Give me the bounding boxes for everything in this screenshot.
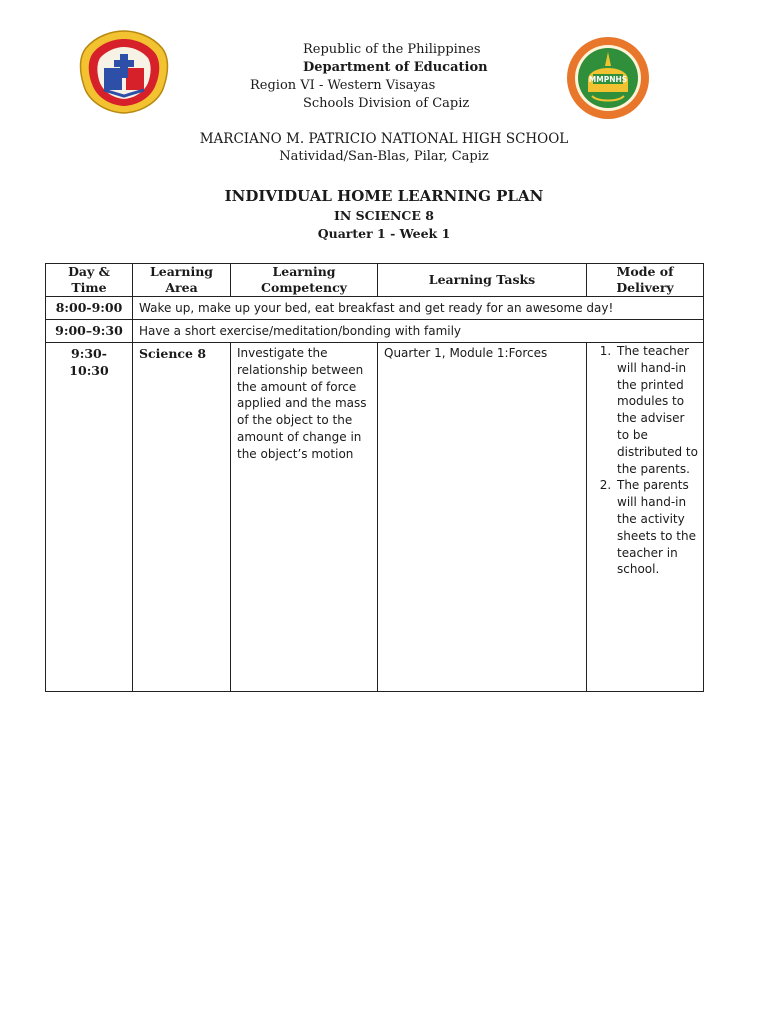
row-time: 8:00-9:00: [46, 297, 133, 320]
division-line: Schools Division of Capiz: [303, 96, 470, 111]
delivery-step: 1. The teacher will hand-in the printed modules to the adviser to be distributed to the parents.: [615, 343, 699, 477]
header-day-time: Day & Time: [46, 264, 133, 297]
plan-quarter: Quarter 1 - Week 1: [317, 226, 451, 241]
row-activity: Wake up, make up your bed, eat breakfast and get ready for an awesome day!: [133, 297, 704, 320]
header-learning-tasks: Learning Tasks: [378, 264, 587, 297]
deped-capiz-seal-icon: [78, 28, 170, 116]
plan-title: INDIVIDUAL HOME LEARNING PLAN: [224, 187, 544, 205]
header-mode-of-delivery: Mode of Delivery: [587, 264, 704, 297]
region-line: Region VI - Western Visayas: [250, 78, 436, 93]
delivery-step: 2. The parents will hand-in the activity sheets to the teacher in school.: [615, 477, 699, 578]
row-learning-area: Science 8: [133, 343, 231, 692]
row-delivery: [587, 343, 704, 692]
department-line: Department of Education: [303, 60, 488, 75]
table-row: [46, 297, 704, 320]
learning-plan-table: [45, 263, 704, 692]
table-row: [46, 320, 704, 343]
row-activity: Have a short exercise/meditation/bonding with family: [133, 320, 704, 343]
school-name: MARCIANO M. PATRICIO NATIONAL HIGH SCHOOL: [199, 131, 569, 147]
mmpnhs-logo-text: MMPNHS: [588, 75, 628, 84]
table-header-row: [46, 264, 704, 297]
school-address: Natividad/San-Blas, Pilar, Capiz: [279, 149, 489, 164]
header-learning-area: Learning Area: [133, 264, 231, 297]
plan-subject: IN SCIENCE 8: [334, 208, 434, 223]
table-row: [46, 343, 704, 692]
republic-line: Republic of the Philippines: [303, 42, 481, 57]
header-learning-competency: Learning Competency: [231, 264, 378, 297]
delivery-steps: [589, 343, 699, 578]
row-competency: Investigate the relationship between the amount of force applied and the mass of the object to the amount of change in the object’s motion: [231, 343, 378, 692]
row-task: Quarter 1, Module 1:Forces: [378, 343, 587, 692]
row-time: 9:30-10:30: [46, 343, 133, 692]
mmpnhs-seal-icon: [566, 36, 650, 120]
row-time: 9:00–9:30: [46, 320, 133, 343]
